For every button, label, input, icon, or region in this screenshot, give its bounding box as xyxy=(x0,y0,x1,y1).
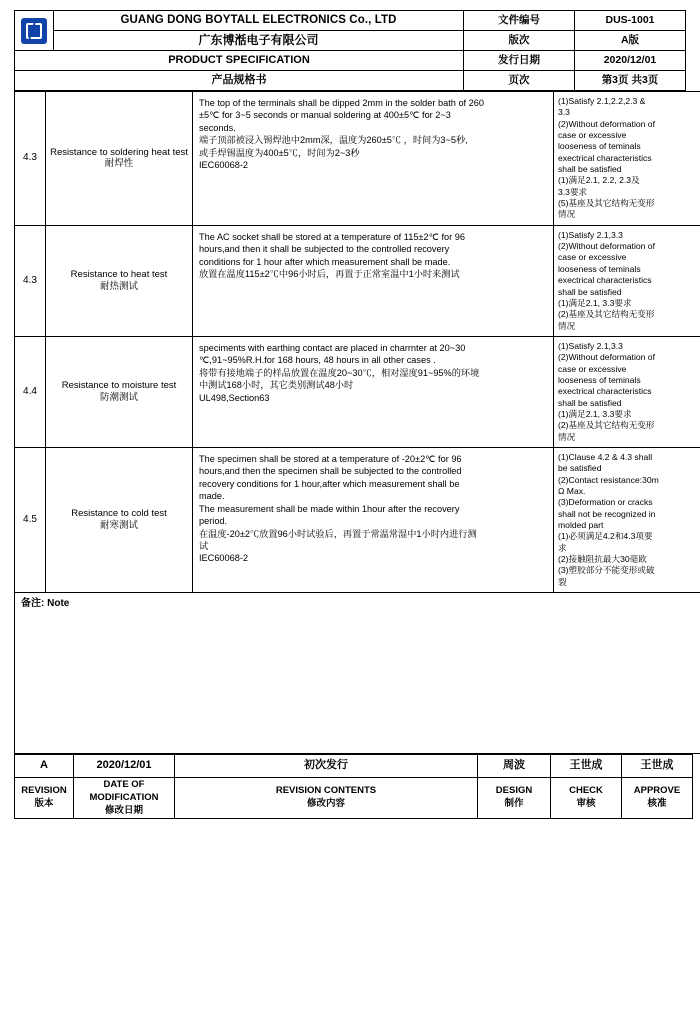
approve-label xyxy=(622,778,693,819)
req-line: exectrical characteristics xyxy=(558,275,652,286)
spec-title-cn: 产品规格书 xyxy=(15,71,464,91)
design-signature: 周波 xyxy=(478,755,551,778)
revision-contents-label xyxy=(175,778,478,819)
approve-label-en: APPROVE xyxy=(633,785,681,797)
revision-label xyxy=(15,778,74,819)
page-label: 页次 xyxy=(464,71,575,91)
spec-table xyxy=(14,91,700,754)
req-line: (1)Satisfy 2.1,2.2,2.3 & xyxy=(558,96,646,106)
desc-line: IEC60068-2 xyxy=(199,553,249,564)
req-line: (2)Without deformation of xyxy=(558,118,655,129)
desc-line: hours,and then it shall be subjected to the controlled recovery xyxy=(199,244,450,255)
req-line: 情况 xyxy=(558,320,576,331)
revision-value: A xyxy=(15,755,74,778)
row-item xyxy=(46,336,193,447)
row-requirement xyxy=(554,92,700,226)
req-line: case or excessive xyxy=(558,252,627,263)
req-line: case or excessive xyxy=(558,130,627,141)
req-line: (5)基座及其它结构无变形 xyxy=(558,198,655,209)
desc-line: The top of the terminals shall be dipped 2mm in the solder bath of 260 xyxy=(199,98,484,108)
check-label-en: CHECK xyxy=(569,785,603,797)
row-number: 4.3 xyxy=(15,225,46,336)
approve-label-cn: 核准 xyxy=(647,798,667,810)
req-line: shall be satisfied xyxy=(558,164,622,175)
req-line: (2)基座及其它结构无变形 xyxy=(558,420,655,431)
desc-line: The AC socket shall be stored at a temperature of 115±2℃ for 96 xyxy=(199,231,465,242)
desc-line: The measurement shall be made within 1hour after the recovery xyxy=(199,503,460,514)
req-line: looseness of teminals xyxy=(558,141,641,152)
modification-date-label xyxy=(74,778,175,819)
check-label-cn: 审核 xyxy=(576,798,596,810)
desc-line: 将带有接地端子的样品放置在温度20~30℃，相对湿度91~95%的环境 xyxy=(199,367,480,378)
req-line: shall be satisfied xyxy=(558,397,622,408)
revision-contents-value: 初次发行 xyxy=(175,755,478,778)
req-line: (2)Contact resistance:30m xyxy=(558,474,659,485)
req-line: (1)Clause 4.2 & 4.3 shall xyxy=(558,451,653,462)
req-line: (2)接触阻抗最大30毫欧 xyxy=(558,554,647,565)
req-line: 情况 xyxy=(558,209,576,220)
desc-line: recovery conditions for 1 hour,after which measurement shall be xyxy=(199,478,460,489)
req-line: (2)Without deformation of xyxy=(558,241,655,252)
desc-line: ℃,91~95%R.H.for 168 hours, 48 hours in all other cases . xyxy=(199,355,436,366)
desc-line: UL498,Section63 xyxy=(199,392,270,403)
row-number: 4.4 xyxy=(15,336,46,447)
req-line: shall be satisfied xyxy=(558,286,622,297)
req-line: 情况 xyxy=(558,431,576,442)
row-description xyxy=(193,336,554,447)
desc-line: IEC60068-2 xyxy=(199,160,249,171)
req-line: (1)满足2.1, 3.3要求 xyxy=(558,408,632,419)
row-item xyxy=(46,447,193,592)
revision-value: A版 xyxy=(575,31,686,51)
revision-values-row xyxy=(15,755,693,778)
desc-line: 端子顶部被浸入锡焊池中2mm深，温度为260±5℃ ，时间为3~5秒, xyxy=(199,135,468,146)
company-logo-icon xyxy=(15,11,54,51)
company-name-en: GUANG DONG BOYTALL ELECTRONICS Co., LTD xyxy=(54,11,464,31)
revision-label: 版次 xyxy=(464,31,575,51)
desc-line: 中测试168小时，其它类别测试48小时 xyxy=(199,380,354,391)
req-line: be satisfied xyxy=(558,463,602,474)
desc-line: The specimen shall be stored at a temperature of -20±2℃ for 96 xyxy=(199,453,462,464)
table-row xyxy=(15,92,700,226)
row-item-cn: 耐寒测试 xyxy=(99,520,138,532)
issue-date-label: 发行日期 xyxy=(464,51,575,71)
revision-label-en: REVISION xyxy=(21,785,67,797)
revision-label-cn: 版本 xyxy=(34,798,54,810)
approve-signature: 王世成 xyxy=(622,755,693,778)
req-line: molded part xyxy=(558,520,604,531)
revision-contents-label-en: REVISION CONTENTS xyxy=(275,785,377,797)
company-name-cn: 广东博湉电子有限公司 xyxy=(54,31,464,51)
req-line: (1)Satisfy 2.1,3.3 xyxy=(558,340,623,351)
req-line: looseness of teminals xyxy=(558,263,641,274)
req-line: shall not be recognized in xyxy=(558,508,656,519)
row-number: 4.5 xyxy=(15,447,46,592)
design-label-en: DESIGN xyxy=(495,785,533,797)
desc-line: period. xyxy=(199,516,228,527)
row-requirement xyxy=(554,225,700,336)
modification-date-label-en: DATE OF MODIFICATION xyxy=(89,778,159,803)
revision-contents-label-cn: 修改内容 xyxy=(306,798,345,810)
row-item-en: Resistance to cold test xyxy=(71,508,167,520)
req-line: (1)必须满足4.2和4.3项要 xyxy=(558,531,653,542)
req-line: looseness of teminals xyxy=(558,374,641,385)
design-label xyxy=(478,778,551,819)
req-line: (3)Deformation or cracks xyxy=(558,497,653,508)
revision-footer xyxy=(14,754,693,819)
table-row xyxy=(15,225,700,336)
doc-number-label: 文件编号 xyxy=(464,11,575,31)
spec-title-en: PRODUCT SPECIFICATION xyxy=(15,51,464,71)
table-row xyxy=(15,447,700,592)
modification-date-label-cn: 修改日期 xyxy=(104,804,143,816)
row-item xyxy=(46,92,193,226)
row-number: 4.3 xyxy=(15,92,46,226)
row-item-en: Resistance to soldering heat test xyxy=(50,146,188,158)
desc-line: made. xyxy=(199,491,225,502)
desc-line: conditions for 1 hour after which measurement shall be made. xyxy=(199,256,451,267)
desc-line: 试 xyxy=(199,540,209,551)
desc-line: hours,and then the specimen shall be subjected to the controlled xyxy=(199,466,462,477)
row-requirement xyxy=(554,447,700,592)
document-header xyxy=(14,10,686,91)
row-description xyxy=(193,447,554,592)
req-line: 裂 xyxy=(558,576,567,587)
desc-line: seconds. xyxy=(199,122,236,133)
check-signature: 王世成 xyxy=(551,755,622,778)
desc-line: speciments with earthing contact are placed in charrnter at 20~30 xyxy=(199,342,466,353)
req-line: (1)Satisfy 2.1,3.3 xyxy=(558,229,623,240)
req-line: (1)满足2.1, 2.2, 2.3及 xyxy=(558,175,640,186)
desc-line: ±5℃ for 3~5 seconds or manual soldering at 400±5℃ for 2~3 xyxy=(199,110,451,121)
doc-number-value: DUS-1001 xyxy=(575,11,686,31)
table-row xyxy=(15,336,700,447)
modification-date-value: 2020/12/01 xyxy=(74,755,175,778)
desc-line: 放置在温度115±2℃中96小时后，再置于正常室温中1小时来测试 xyxy=(199,269,460,280)
req-line: (2)Without deformation of xyxy=(558,352,655,363)
row-item-cn: 防潮测试 xyxy=(99,391,138,403)
row-item-cn: 耐热测试 xyxy=(99,280,138,292)
revision-labels-row xyxy=(15,778,693,819)
req-line: 3.3要求 xyxy=(558,186,588,197)
req-line: (3)塑胶部分不能变形或破 xyxy=(558,565,655,576)
issue-date-value: 2020/12/01 xyxy=(575,51,686,71)
req-line: exectrical characteristics xyxy=(558,386,652,397)
req-line: 求 xyxy=(558,542,567,553)
row-description xyxy=(193,225,554,336)
desc-line: 在温度-20±2℃放置96小时试验后，再置于常温常湿中1小时内进行测 xyxy=(199,528,477,539)
page-value: 第3页 共3页 xyxy=(575,71,686,91)
req-line: case or excessive xyxy=(558,363,627,374)
note-label: 备注: Note xyxy=(15,593,700,754)
row-item-en: Resistance to heat test xyxy=(70,268,168,280)
req-line: Ω Max. xyxy=(558,486,586,496)
row-item-en: Resistance to moisture test xyxy=(61,380,177,392)
design-label-cn: 制作 xyxy=(504,798,524,810)
row-item-cn: 耐焊性 xyxy=(104,158,134,170)
desc-line: 或手焊锡温度为400±5℃，时间为2~3秒 xyxy=(199,147,360,158)
note-row xyxy=(15,593,700,754)
row-description xyxy=(193,92,554,226)
req-line: (2)基座及其它结构无变形 xyxy=(558,309,655,320)
req-line: 3.3 xyxy=(558,107,570,118)
req-line: (1)满足2.1, 3.3要求 xyxy=(558,297,632,308)
check-label xyxy=(551,778,622,819)
row-item xyxy=(46,225,193,336)
req-line: exectrical characteristics xyxy=(558,152,652,163)
row-requirement xyxy=(554,336,700,447)
